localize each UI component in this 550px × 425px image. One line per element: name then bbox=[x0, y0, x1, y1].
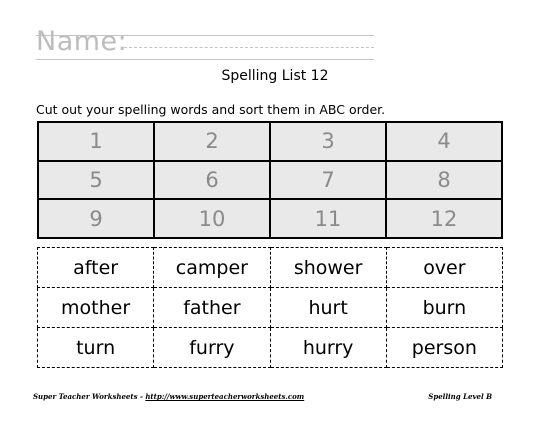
word-row bbox=[38, 288, 503, 328]
word-card: burn bbox=[386, 288, 502, 328]
word-card: hurry bbox=[270, 328, 386, 368]
page-title: Spelling List 12 bbox=[221, 68, 329, 84]
word-card: mother bbox=[38, 288, 154, 328]
name-label: Name: bbox=[36, 26, 128, 57]
word-card: shower bbox=[270, 248, 386, 288]
number-row bbox=[38, 199, 502, 238]
number-grid bbox=[37, 121, 503, 239]
word-card: furry bbox=[154, 328, 270, 368]
instructions-text: Cut out your spelling words and sort them in ABC order. bbox=[36, 102, 386, 117]
number-cell: 2 bbox=[154, 122, 270, 161]
word-card: camper bbox=[154, 248, 270, 288]
footer-link[interactable]: http://www.superteacherworksheets.com bbox=[145, 392, 305, 401]
word-row bbox=[38, 248, 503, 288]
name-guide-line-bottom bbox=[36, 59, 374, 60]
number-cell: 4 bbox=[386, 122, 502, 161]
name-guide-line-middle bbox=[124, 47, 374, 48]
number-cell: 9 bbox=[38, 199, 154, 238]
number-row bbox=[38, 161, 502, 200]
word-card: person bbox=[386, 328, 502, 368]
name-field-area bbox=[36, 28, 374, 60]
word-card: after bbox=[38, 248, 154, 288]
number-cell: 3 bbox=[270, 122, 386, 161]
footer-site-name: Super Teacher Worksheets - bbox=[33, 392, 146, 401]
number-cell: 6 bbox=[154, 161, 270, 200]
number-cell: 1 bbox=[38, 122, 154, 161]
number-cell: 12 bbox=[386, 199, 502, 238]
number-cell: 5 bbox=[38, 161, 154, 200]
footer-level: Spelling Level B bbox=[428, 392, 492, 401]
word-card: hurt bbox=[270, 288, 386, 328]
number-row bbox=[38, 122, 502, 161]
footer-credit bbox=[33, 392, 304, 401]
number-cell: 11 bbox=[270, 199, 386, 238]
word-grid bbox=[37, 247, 503, 368]
word-row bbox=[38, 328, 503, 368]
number-cell: 8 bbox=[386, 161, 502, 200]
word-card: father bbox=[154, 288, 270, 328]
word-card: over bbox=[386, 248, 502, 288]
word-card: turn bbox=[38, 328, 154, 368]
number-cell: 10 bbox=[154, 199, 270, 238]
number-cell: 7 bbox=[270, 161, 386, 200]
